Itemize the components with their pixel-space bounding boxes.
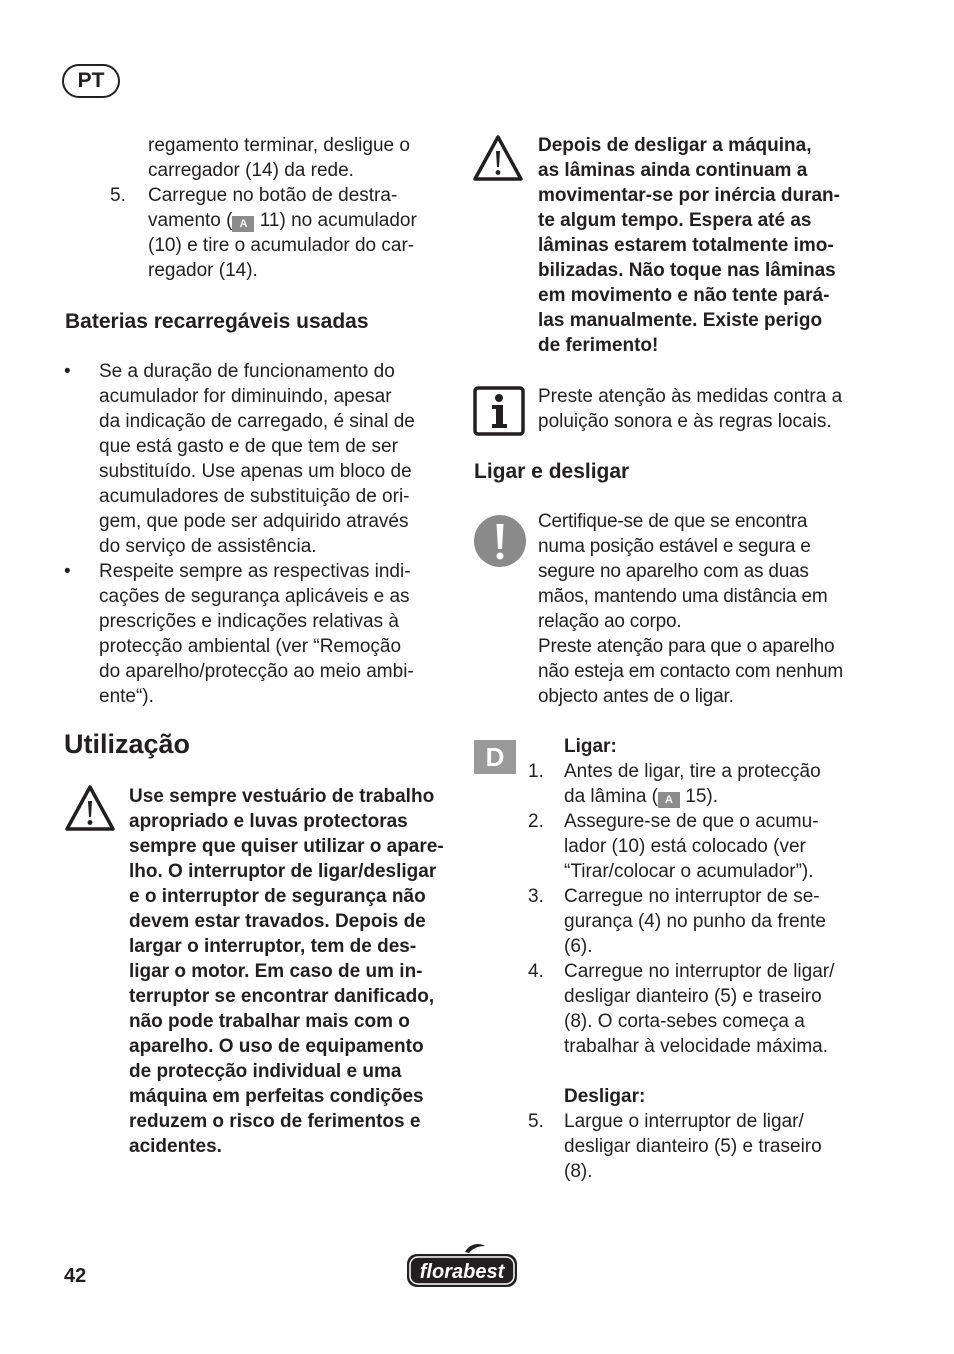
page-number: 42 xyxy=(64,1265,87,1287)
bullet-marker: • xyxy=(64,361,71,382)
list-item: 5. Largue o interruptor de ligar/ desligar dianteiro (5) e traseiro (8). xyxy=(528,1111,822,1182)
info-icon xyxy=(473,386,525,436)
caution-stable-position: Certifique-se de que se encontra numa posição estável e segura e segure no aparelho com as duas mãos, mantendo uma distância em relação ao corpo. Preste atenção para que o aparelho não esteja em contacto com nenhum objecto antes de o ligar. xyxy=(538,511,843,707)
off-label: Desligar: xyxy=(564,1086,646,1107)
list-item: 2. Assegure-se de que o acumu- lador (10) está colocado (ver “Tirar/colocar o acumulador”). xyxy=(528,811,819,882)
bullet-item: • Se a duração de funcionamento do acumulador for diminuindo, apesar da indicação de carregado, é sinal de que está gasto e de que tem de ser substituído. Use apenas um bloco de acumuladores de substituição de ori- gem, que pode ser adquirido através do serviço de assistência. xyxy=(64,361,415,557)
brand-name: florabest xyxy=(419,1261,505,1283)
on-label: Ligar: xyxy=(564,736,617,757)
bullet-list xyxy=(64,359,449,709)
main-heading-utilizacao: Utilização xyxy=(64,729,191,759)
bullet-item: • Respeite sempre as respectivas indi- cações de segurança aplicáveis e as prescrições e indicações relativas à protecção ambiental (ver “Remoção do aparelho/protecção ao meio ambi- ente“). xyxy=(64,561,414,707)
list-item: 1. Antes de ligar, tire a protecção da lâmina ( A 15). xyxy=(528,761,821,807)
figure-a-tag: A xyxy=(658,792,680,808)
switch-on-instructions xyxy=(528,734,864,1184)
florabest-logo xyxy=(405,1242,519,1290)
step-number: 5. xyxy=(110,185,126,206)
continuation-text: regamento terminar, desligue o carregador (14) da rede. xyxy=(148,135,410,181)
info-noise-note: Preste atenção às medidas contra a poluição sonora e às regras locais. xyxy=(538,386,843,432)
figure-d-tag: D xyxy=(474,740,516,774)
warning-triangle-icon xyxy=(64,784,116,832)
section-heading-used-batteries: Baterias recarregáveis usadas xyxy=(65,310,369,333)
section-heading-on-off: Ligar e desligar xyxy=(474,460,630,483)
language-badge: PT xyxy=(62,64,120,98)
warning-protective-equipment: Use sempre vestuário de trabalho apropriado e luvas protectoras sempre que quiser utilizar o apare- lho. O interruptor de ligar/desligar e o interruptor de segurança não devem estar travados. Depois de largar o interruptor, tem de des- ligar o motor. Em caso de um in- terruptor se encontrar danificado, não pode trabalhar mais com o aparelho. O uso de equipamento de protecção individual e uma máquina em perfeitas condições reduzem o risco de ferimentos e acidentes. xyxy=(129,786,444,1157)
warning-blades-inertia: Depois de desligar a máquina, as lâminas ainda continuam a movimentar-se por inércia duran- te algum tempo. Espera até as lâminas estarem totalmente imo- bilizadas. Não toque nas lâminas em movimento e não tente pará- las manualmente. Existe perigo de ferimento! xyxy=(538,135,840,356)
warning-triangle-icon xyxy=(472,134,524,182)
list-item: 4. Carregue no interruptor de ligar/ desligar dianteiro (5) e traseiro (8). O corta-sebes começa a trabalhar à velocidade máxima. xyxy=(528,961,835,1057)
list-item: 3. Carregue no interruptor de se- gurança (4) no punho da frente (6). xyxy=(528,886,826,957)
figure-a-tag: A xyxy=(232,216,254,232)
bullet-marker: • xyxy=(64,561,71,582)
step-5-charging: 5. Carregue no botão de destra- vamento ( A 11) no acumulador (10) e tire o acumulador do car- regador (14). xyxy=(110,185,417,281)
caution-exclamation-icon xyxy=(473,514,527,568)
